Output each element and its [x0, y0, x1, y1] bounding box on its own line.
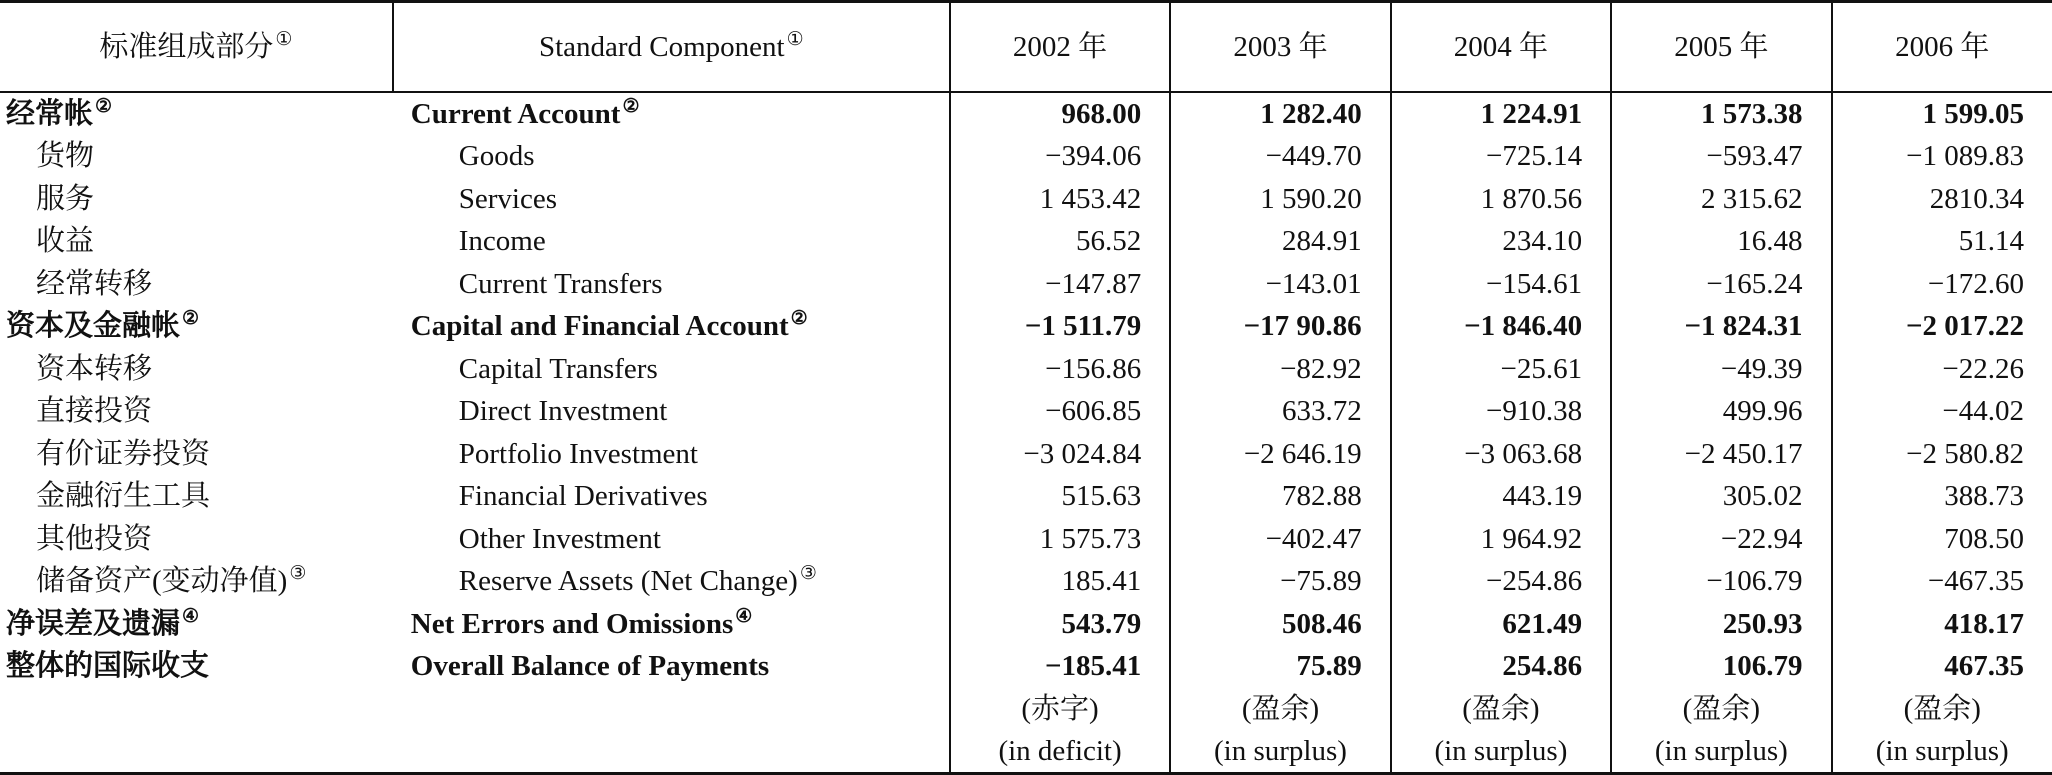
en-label-text: Current Transfers: [458, 267, 663, 300]
cn-label: [0, 433, 393, 476]
value-cell: 1 224.91: [1391, 92, 1611, 136]
cn-label: [0, 561, 393, 604]
value-cell: 16.48: [1611, 221, 1831, 264]
empty-cell: [393, 730, 950, 774]
table-row: [0, 221, 2052, 264]
cn-label: [0, 178, 393, 221]
en-label-text: Direct Investment: [458, 395, 668, 428]
cn-label: [0, 348, 393, 391]
table-row: [0, 391, 2052, 434]
value-cell: 250.93: [1611, 603, 1831, 646]
value-cell: −22.26: [1832, 348, 2052, 391]
value-cell: 515.63: [950, 476, 1170, 519]
en-label: [393, 348, 950, 391]
value-cell: −254.86: [1391, 561, 1611, 604]
value-cell: 543.79: [950, 603, 1170, 646]
en-label-text: Financial Derivatives: [458, 480, 708, 513]
header-year: 2003 年: [1170, 2, 1390, 93]
footnote-mark: ③: [799, 563, 817, 585]
en-label-text: Capital Transfers: [458, 352, 658, 385]
value-cell: −154.61: [1391, 263, 1611, 306]
empty-cell: [0, 730, 393, 774]
balance-note: (盈余): [1832, 688, 2052, 730]
value-cell: 1 453.42: [950, 178, 1170, 221]
cn-label: [0, 603, 393, 646]
footnote-mark: ②: [182, 308, 200, 330]
note-row: [0, 688, 2052, 730]
balance-note: (盈余): [1170, 688, 1390, 730]
value-cell: −49.39: [1611, 348, 1831, 391]
cn-label: [0, 646, 393, 689]
cn-label-text: 其他投资: [36, 522, 153, 555]
cn-label-text: 金融衍生工具: [36, 480, 211, 513]
table-row: [0, 476, 2052, 519]
balance-note: (in surplus): [1832, 730, 2052, 774]
value-cell: −606.85: [950, 391, 1170, 434]
header-year: 2004 年: [1391, 2, 1611, 93]
value-cell: 388.73: [1832, 476, 2052, 519]
header-en-component: Standard Component ①: [393, 2, 950, 93]
footnote-mark: ②: [95, 95, 113, 117]
table-row: [0, 561, 2052, 604]
value-cell: −449.70: [1170, 136, 1390, 179]
cn-label-text: 储备资产(变动净值): [36, 565, 288, 598]
header-year: 2002 年: [950, 2, 1170, 93]
en-label-text: Current Account: [410, 97, 621, 130]
value-cell: 185.41: [950, 561, 1170, 604]
en-label-text: Portfolio Investment: [458, 437, 698, 470]
value-cell: −2 580.82: [1832, 433, 2052, 476]
value-cell: −910.38: [1391, 391, 1611, 434]
empty-cell: [393, 688, 950, 730]
value-cell: −17 90.86: [1170, 306, 1390, 349]
value-cell: −2 646.19: [1170, 433, 1390, 476]
value-cell: 443.19: [1391, 476, 1611, 519]
en-label: [393, 561, 950, 604]
value-cell: 633.72: [1170, 391, 1390, 434]
footnote-mark: ①: [786, 28, 804, 50]
value-cell: −3 063.68: [1391, 433, 1611, 476]
value-cell: −1 846.40: [1391, 306, 1611, 349]
value-cell: −106.79: [1611, 561, 1831, 604]
header-year: 2006 年: [1832, 2, 2052, 93]
balance-note: (in surplus): [1391, 730, 1611, 774]
en-label: [393, 518, 950, 561]
value-cell: 418.17: [1832, 603, 2052, 646]
value-cell: 254.86: [1391, 646, 1611, 689]
value-cell: 708.50: [1832, 518, 2052, 561]
value-cell: 467.35: [1832, 646, 2052, 689]
value-cell: −467.35: [1832, 561, 2052, 604]
en-label: [393, 603, 950, 646]
value-cell: 106.79: [1611, 646, 1831, 689]
cn-label: [0, 518, 393, 561]
note-row: [0, 730, 2052, 774]
en-label: [393, 221, 950, 264]
footnote-mark: ④: [735, 605, 753, 627]
en-label: [393, 178, 950, 221]
header-cn-component: 标准组成部分 ①: [0, 2, 393, 93]
value-cell: 56.52: [950, 221, 1170, 264]
en-label-text: Goods: [458, 140, 535, 173]
value-cell: 1 282.40: [1170, 92, 1390, 136]
value-cell: −2 450.17: [1611, 433, 1831, 476]
value-cell: −593.47: [1611, 136, 1831, 179]
cn-label-text: 资本及金融帐: [6, 310, 181, 343]
value-cell: −1 511.79: [950, 306, 1170, 349]
footnote-mark: ①: [275, 28, 293, 50]
en-label: [393, 92, 950, 136]
value-cell: 508.46: [1170, 603, 1390, 646]
cn-label-text: 资本转移: [36, 352, 153, 385]
value-cell: 1 575.73: [950, 518, 1170, 561]
value-cell: 621.49: [1391, 603, 1611, 646]
balance-note: (in surplus): [1170, 730, 1390, 774]
table-row: [0, 136, 2052, 179]
value-cell: 1 964.92: [1391, 518, 1611, 561]
cn-label: [0, 136, 393, 179]
footnote-mark: ④: [182, 605, 200, 627]
header-row: [0, 2, 2052, 93]
balance-note: (赤字): [950, 688, 1170, 730]
value-cell: −172.60: [1832, 263, 2052, 306]
en-label-text: Income: [458, 225, 546, 258]
footnote-mark: ②: [622, 95, 640, 117]
value-cell: −147.87: [950, 263, 1170, 306]
value-cell: −156.86: [950, 348, 1170, 391]
table-row: [0, 433, 2052, 476]
en-label-text: Net Errors and Omissions: [410, 607, 734, 640]
table-body: [0, 92, 2052, 774]
cn-label-text: 有价证券投资: [36, 437, 211, 470]
table-row: [0, 92, 2052, 136]
cn-label: [0, 92, 393, 136]
value-cell: 968.00: [950, 92, 1170, 136]
value-cell: −725.14: [1391, 136, 1611, 179]
cn-label-text: 经常转移: [36, 267, 153, 300]
cn-label: [0, 306, 393, 349]
balance-note: (in deficit): [950, 730, 1170, 774]
value-cell: 234.10: [1391, 221, 1611, 264]
table-row: [0, 178, 2052, 221]
value-cell: −22.94: [1611, 518, 1831, 561]
value-cell: −25.61: [1391, 348, 1611, 391]
en-label: [393, 433, 950, 476]
value-cell: 499.96: [1611, 391, 1831, 434]
value-cell: −1 824.31: [1611, 306, 1831, 349]
value-cell: 2 315.62: [1611, 178, 1831, 221]
value-cell: 284.91: [1170, 221, 1390, 264]
value-cell: 782.88: [1170, 476, 1390, 519]
empty-cell: [0, 688, 393, 730]
value-cell: 1 573.38: [1611, 92, 1831, 136]
balance-note: (盈余): [1611, 688, 1831, 730]
en-label-text: Services: [458, 182, 558, 215]
value-cell: −75.89: [1170, 561, 1390, 604]
value-cell: −44.02: [1832, 391, 2052, 434]
en-label: [393, 306, 950, 349]
value-cell: −394.06: [950, 136, 1170, 179]
header-year: 2005 年: [1611, 2, 1831, 93]
en-label-text: Capital and Financial Account: [410, 310, 789, 343]
cn-label-text: 整体的国际收支: [6, 650, 210, 683]
cn-label: [0, 221, 393, 264]
value-cell: 75.89: [1170, 646, 1390, 689]
value-cell: 305.02: [1611, 476, 1831, 519]
en-label-text: Overall Balance of Payments: [410, 650, 770, 683]
en-label-text: Reserve Assets (Net Change): [458, 565, 798, 598]
en-label: [393, 136, 950, 179]
cn-label: [0, 476, 393, 519]
table-row: [0, 646, 2052, 689]
value-cell: −1 089.83: [1832, 136, 2052, 179]
footnote-mark: ②: [790, 308, 808, 330]
value-cell: −82.92: [1170, 348, 1390, 391]
cn-label: [0, 391, 393, 434]
cn-label-text: 货物: [36, 140, 95, 173]
value-cell: −402.47: [1170, 518, 1390, 561]
cn-label: [0, 263, 393, 306]
cn-label-text: 收益: [36, 225, 95, 258]
value-cell: −3 024.84: [950, 433, 1170, 476]
balance-note: (盈余): [1391, 688, 1611, 730]
footnote-mark: ③: [289, 563, 307, 585]
balance-note: (in surplus): [1611, 730, 1831, 774]
value-cell: −185.41: [950, 646, 1170, 689]
table-row: [0, 306, 2052, 349]
table-row: [0, 603, 2052, 646]
en-label-text: Other Investment: [458, 522, 661, 555]
en-label: [393, 263, 950, 306]
en-label: [393, 476, 950, 519]
value-cell: −2 017.22: [1832, 306, 2052, 349]
cn-label-text: 经常帐: [6, 97, 94, 130]
cn-label-text: 服务: [36, 182, 95, 215]
value-cell: 1 599.05: [1832, 92, 2052, 136]
value-cell: 2810.34: [1832, 178, 2052, 221]
en-label: [393, 391, 950, 434]
value-cell: −143.01: [1170, 263, 1390, 306]
value-cell: −165.24: [1611, 263, 1831, 306]
cn-label-text: 净误差及遗漏: [6, 607, 181, 640]
value-cell: 51.14: [1832, 221, 2052, 264]
cn-label-text: 直接投资: [36, 395, 153, 428]
value-cell: 1 590.20: [1170, 178, 1390, 221]
table-row: [0, 348, 2052, 391]
en-label: [393, 646, 950, 689]
value-cell: 1 870.56: [1391, 178, 1611, 221]
table-row: [0, 518, 2052, 561]
table-row: [0, 263, 2052, 306]
